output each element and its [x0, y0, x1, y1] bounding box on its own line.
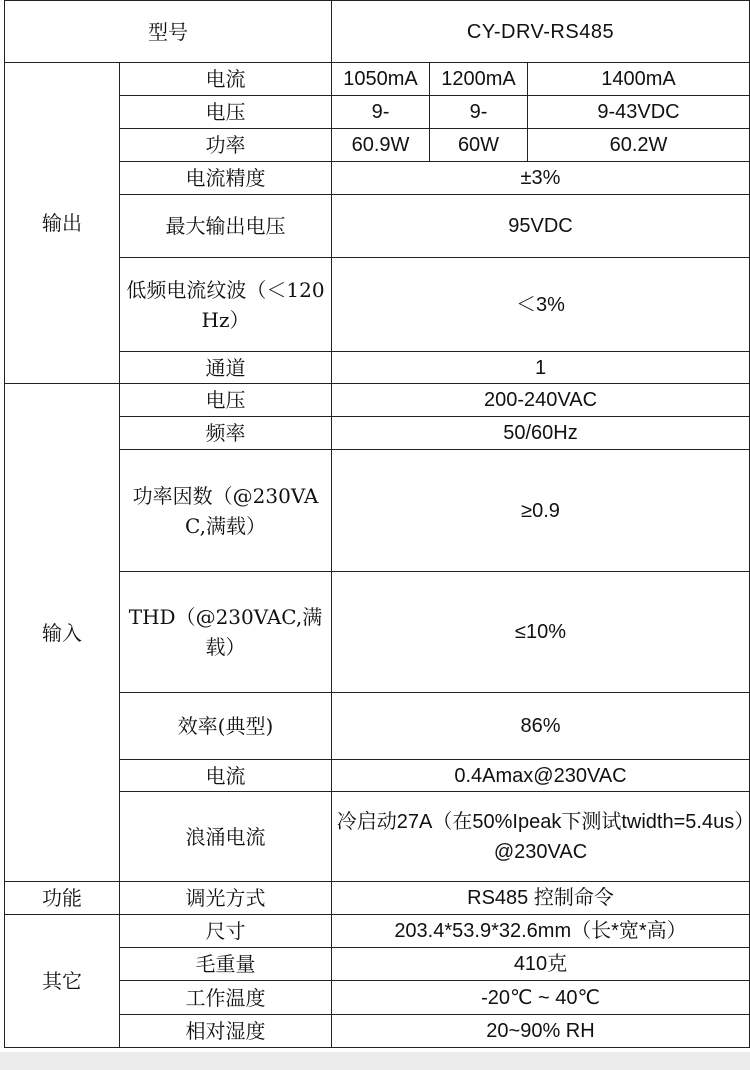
cell-value: 9-	[332, 96, 430, 129]
row-label: 相对湿度	[120, 1015, 332, 1048]
cell-value: 203.4*53.9*32.6mm（长*宽*高）	[332, 915, 750, 948]
cell-value: 9-43VDC	[528, 96, 750, 129]
row-label: 电流精度	[120, 162, 332, 195]
page-bottom-strip	[0, 1052, 750, 1070]
table-row-model	[5, 1, 750, 63]
cell-value: 9-	[430, 96, 528, 129]
row-label: 工作温度	[120, 981, 332, 1015]
cell-value: 冷启动27A（在50%Ipeak下测试twidth=5.4us）@230VAC	[332, 792, 750, 882]
row-label: 低频电流纹波（＜120Hz）	[120, 258, 332, 352]
cell-value: 1050mA	[332, 63, 430, 96]
row-label: 电流	[120, 760, 332, 792]
model-label: 型号	[5, 1, 332, 63]
cell-value: ＜3%	[332, 258, 750, 352]
cell-value: 95VDC	[332, 195, 750, 258]
table-row	[5, 63, 750, 96]
cell-value: 0.4Amax@230VAC	[332, 760, 750, 792]
cell-value: RS485 控制命令	[332, 882, 750, 915]
cell-value: ≤10%	[332, 572, 750, 693]
cell-value: 410克	[332, 948, 750, 981]
group-label-function: 功能	[5, 882, 120, 915]
row-label: 最大输出电压	[120, 195, 332, 258]
cell-value: ±3%	[332, 162, 750, 195]
row-label: 浪涌电流	[120, 792, 332, 882]
cell-value: 200-240VAC	[332, 384, 750, 417]
row-label: 频率	[120, 417, 332, 450]
row-label: 电流	[120, 63, 332, 96]
table-row	[5, 915, 750, 948]
row-label: 尺寸	[120, 915, 332, 948]
cell-value: ≥0.9	[332, 450, 750, 572]
row-label: 功率	[120, 129, 332, 162]
cell-value: 60.9W	[332, 129, 430, 162]
row-label: 调光方式	[120, 882, 332, 915]
row-label: 功率因数（@230VAC,满载）	[120, 450, 332, 572]
cell-value: 1	[332, 352, 750, 384]
cell-value: 1200mA	[430, 63, 528, 96]
table-row	[5, 384, 750, 417]
row-label: 通道	[120, 352, 332, 384]
row-label: 电压	[120, 96, 332, 129]
model-value: CY-DRV-RS485	[332, 1, 750, 63]
spec-table	[4, 0, 750, 1048]
cell-value: 50/60Hz	[332, 417, 750, 450]
cell-value: 60.2W	[528, 129, 750, 162]
row-label: 效率(典型)	[120, 693, 332, 760]
group-label-other: 其它	[5, 915, 120, 1048]
row-label: 毛重量	[120, 948, 332, 981]
group-label-output: 输出	[5, 63, 120, 384]
cell-value: 20~90% RH	[332, 1015, 750, 1048]
cell-value: 86%	[332, 693, 750, 760]
group-label-input: 输入	[5, 384, 120, 882]
cell-value: 1400mA	[528, 63, 750, 96]
cell-value: 60W	[430, 129, 528, 162]
row-label: THD（@230VAC,满载）	[120, 572, 332, 693]
cell-value: -20℃ ~ 40℃	[332, 981, 750, 1015]
table-row	[5, 882, 750, 915]
row-label: 电压	[120, 384, 332, 417]
